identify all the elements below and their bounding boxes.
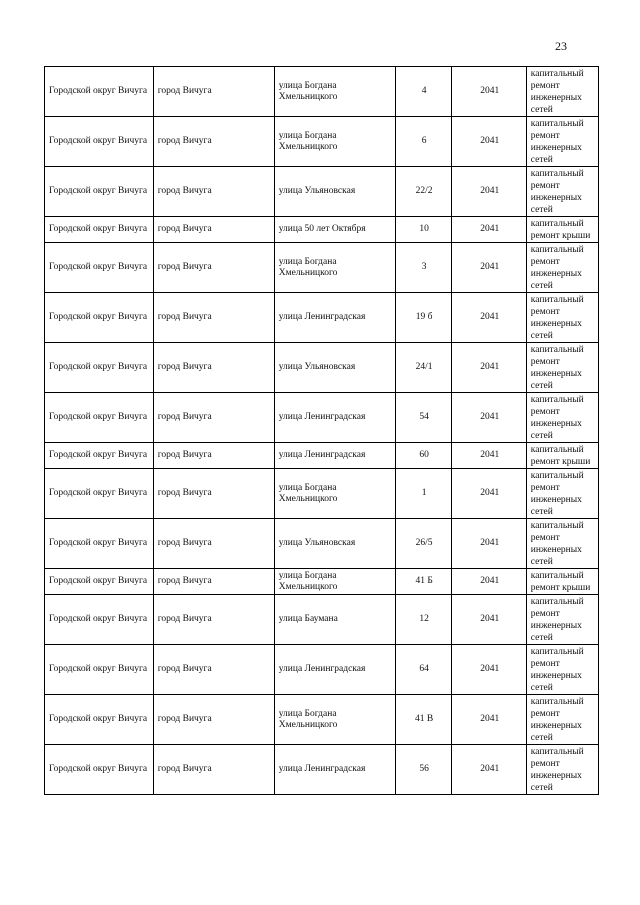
work-type-cell: капитальный ремонт инженерных сетей — [526, 745, 598, 795]
city-cell: город Вичуга — [153, 117, 274, 167]
okrug-cell: Городской округ Вичуга — [45, 117, 154, 167]
street-cell: улица Ульяновская — [274, 343, 395, 393]
street-cell: улица Ленинградская — [274, 745, 395, 795]
year-cell: 2041 — [451, 293, 526, 343]
work-type-cell: капитальный ремонт инженерных сетей — [526, 519, 598, 569]
work-type-cell: капитальный ремонт инженерных сетей — [526, 243, 598, 293]
year-cell: 2041 — [451, 569, 526, 595]
city-cell: город Вичуга — [153, 293, 274, 343]
city-cell: город Вичуга — [153, 695, 274, 745]
city-cell: город Вичуга — [153, 167, 274, 217]
table-row — [45, 469, 599, 519]
street-cell: улица Богдана Хмельницкого — [274, 695, 395, 745]
work-type-cell: капитальный ремонт инженерных сетей — [526, 695, 598, 745]
work-type-cell: капитальный ремонт инженерных сетей — [526, 645, 598, 695]
house-cell: 19 б — [395, 293, 451, 343]
work-type-cell: капитальный ремонт крыши — [526, 443, 598, 469]
house-cell: 4 — [395, 67, 451, 117]
street-cell: улица Богдана Хмельницкого — [274, 469, 395, 519]
street-cell: улица Баумана — [274, 595, 395, 645]
work-type-cell: капитальный ремонт инженерных сетей — [526, 67, 598, 117]
year-cell: 2041 — [451, 217, 526, 243]
year-cell: 2041 — [451, 469, 526, 519]
street-cell: улица Богдана Хмельницкого — [274, 243, 395, 293]
work-type-cell: капитальный ремонт инженерных сетей — [526, 293, 598, 343]
table-row — [45, 217, 599, 243]
work-type-cell: капитальный ремонт инженерных сетей — [526, 167, 598, 217]
year-cell: 2041 — [451, 695, 526, 745]
year-cell: 2041 — [451, 67, 526, 117]
okrug-cell: Городской округ Вичуга — [45, 519, 154, 569]
house-cell: 41 В — [395, 695, 451, 745]
house-cell: 10 — [395, 217, 451, 243]
city-cell: город Вичуга — [153, 569, 274, 595]
street-cell: улица Богдана Хмельницкого — [274, 569, 395, 595]
okrug-cell: Городской округ Вичуга — [45, 569, 154, 595]
work-type-cell: капитальный ремонт крыши — [526, 569, 598, 595]
city-cell: город Вичуга — [153, 393, 274, 443]
year-cell: 2041 — [451, 645, 526, 695]
year-cell: 2041 — [451, 393, 526, 443]
okrug-cell: Городской округ Вичуга — [45, 67, 154, 117]
year-cell: 2041 — [451, 343, 526, 393]
city-cell: город Вичуга — [153, 745, 274, 795]
okrug-cell: Городской округ Вичуга — [45, 469, 154, 519]
work-type-cell: капитальный ремонт инженерных сетей — [526, 595, 598, 645]
okrug-cell: Городской округ Вичуга — [45, 745, 154, 795]
work-type-cell: капитальный ремонт крыши — [526, 217, 598, 243]
street-cell: улица Ленинградская — [274, 393, 395, 443]
house-cell: 60 — [395, 443, 451, 469]
table-row — [45, 745, 599, 795]
okrug-cell: Городской округ Вичуга — [45, 343, 154, 393]
street-cell: улица Богдана Хмельницкого — [274, 117, 395, 167]
street-cell: улица Ульяновская — [274, 519, 395, 569]
city-cell: город Вичуга — [153, 243, 274, 293]
okrug-cell: Городской округ Вичуга — [45, 695, 154, 745]
house-cell: 26/5 — [395, 519, 451, 569]
house-cell: 12 — [395, 595, 451, 645]
work-type-cell: капитальный ремонт инженерных сетей — [526, 393, 598, 443]
okrug-cell: Городской округ Вичуга — [45, 393, 154, 443]
year-cell: 2041 — [451, 519, 526, 569]
year-cell: 2041 — [451, 167, 526, 217]
table-row — [45, 569, 599, 595]
okrug-cell: Городской округ Вичуга — [45, 293, 154, 343]
work-type-cell: капитальный ремонт инженерных сетей — [526, 343, 598, 393]
work-type-cell: капитальный ремонт инженерных сетей — [526, 469, 598, 519]
city-cell: город Вичуга — [153, 469, 274, 519]
okrug-cell: Городской округ Вичуга — [45, 167, 154, 217]
city-cell: город Вичуга — [153, 443, 274, 469]
okrug-cell: Городской округ Вичуга — [45, 595, 154, 645]
house-cell: 1 — [395, 469, 451, 519]
city-cell: город Вичуга — [153, 217, 274, 243]
house-cell: 41 Б — [395, 569, 451, 595]
year-cell: 2041 — [451, 117, 526, 167]
street-cell: улица Богдана Хмельницкого — [274, 67, 395, 117]
street-cell: улица Ульяновская — [274, 167, 395, 217]
table-body — [45, 67, 599, 795]
street-cell: улица Ленинградская — [274, 443, 395, 469]
house-cell: 54 — [395, 393, 451, 443]
street-cell: улица Ленинградская — [274, 645, 395, 695]
table-row — [45, 645, 599, 695]
house-cell: 3 — [395, 243, 451, 293]
table-row — [45, 393, 599, 443]
street-cell: улица Ленинградская — [274, 293, 395, 343]
city-cell: город Вичуга — [153, 595, 274, 645]
year-cell: 2041 — [451, 595, 526, 645]
house-cell: 56 — [395, 745, 451, 795]
okrug-cell: Городской округ Вичуга — [45, 645, 154, 695]
city-cell: город Вичуга — [153, 67, 274, 117]
table-row — [45, 519, 599, 569]
city-cell: город Вичуга — [153, 645, 274, 695]
year-cell: 2041 — [451, 443, 526, 469]
table-row — [45, 243, 599, 293]
okrug-cell: Городской округ Вичуга — [45, 243, 154, 293]
table-row — [45, 595, 599, 645]
okrug-cell: Городской округ Вичуга — [45, 443, 154, 469]
city-cell: город Вичуга — [153, 519, 274, 569]
table-row — [45, 343, 599, 393]
table-row — [45, 695, 599, 745]
page-number: 23 — [555, 39, 567, 53]
table-row — [45, 67, 599, 117]
work-type-cell: капитальный ремонт инженерных сетей — [526, 117, 598, 167]
city-cell: город Вичуга — [153, 343, 274, 393]
year-cell: 2041 — [451, 243, 526, 293]
house-cell: 6 — [395, 117, 451, 167]
table-row — [45, 117, 599, 167]
table-row — [45, 443, 599, 469]
table-row — [45, 167, 599, 217]
table-row — [45, 293, 599, 343]
okrug-cell: Городской округ Вичуга — [45, 217, 154, 243]
house-cell: 24/1 — [395, 343, 451, 393]
house-cell: 64 — [395, 645, 451, 695]
street-cell: улица 50 лет Октября — [274, 217, 395, 243]
house-cell: 22/2 — [395, 167, 451, 217]
repair-schedule-table — [44, 66, 599, 795]
year-cell: 2041 — [451, 745, 526, 795]
